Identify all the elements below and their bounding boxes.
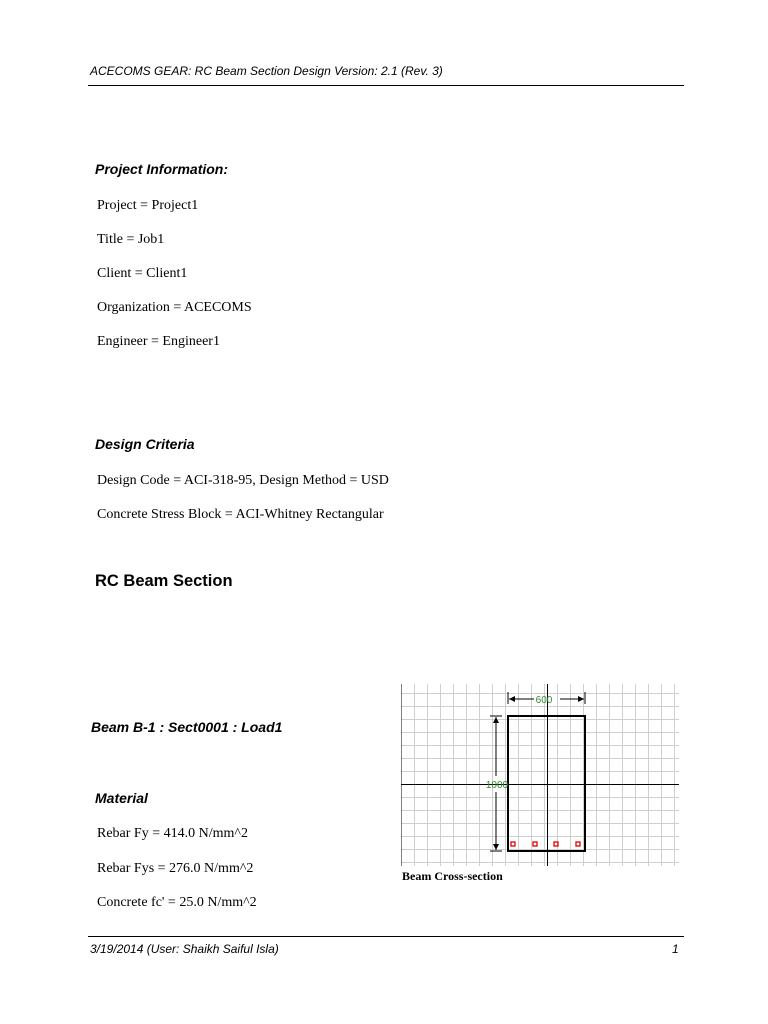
- rc-beam-section-heading: RC Beam Section: [95, 572, 233, 590]
- rebar-bar: [554, 842, 558, 846]
- beam-cross-section-svg: [401, 684, 679, 866]
- header-divider: [88, 85, 684, 86]
- rebar-bar: [533, 842, 537, 846]
- width-dimension-label: 600: [535, 695, 553, 706]
- beam-heading: Beam B-1 : Sect0001 : Load1: [91, 719, 283, 735]
- project-line: Project = Project1: [97, 198, 199, 213]
- design-criteria-heading: Design Criteria: [95, 436, 195, 452]
- material-heading: Material: [95, 790, 148, 806]
- rebar-bar: [576, 842, 580, 846]
- design-code-line: Design Code = ACI-318-95, Design Method = USD: [97, 473, 389, 488]
- diagram-caption: Beam Cross-section: [402, 869, 503, 883]
- page-header: ACECOMS GEAR: RC Beam Section Design Version: 2.1 (Rev. 3): [90, 64, 443, 78]
- beam-outline: [508, 716, 585, 851]
- rebar-fys-line: Rebar Fys = 276.0 N/mm^2: [97, 861, 254, 876]
- page-number: 1: [672, 942, 679, 956]
- depth-dimension-label: 1000: [485, 780, 509, 791]
- project-info-heading: Project Information:: [95, 161, 229, 177]
- footer-date-user: 3/19/2014 (User: Shaikh Saiful Isla): [90, 942, 279, 956]
- rebar-group: [511, 842, 580, 846]
- rebar-fy-line: Rebar Fy = 414.0 N/mm^2: [97, 826, 248, 841]
- width-arrow-left: [509, 696, 515, 702]
- engineer-line: Engineer = Engineer1: [97, 334, 220, 349]
- organization-line: Organization = ACECOMS: [97, 300, 252, 315]
- stress-block-line: Concrete Stress Block = ACI-Whitney Rectangular: [97, 507, 384, 522]
- beam-cross-section-diagram: [401, 684, 679, 866]
- footer-divider: [88, 936, 684, 937]
- client-line: Client = Client1: [97, 266, 188, 281]
- rebar-bar: [511, 842, 515, 846]
- concrete-fc-line: Concrete fc' = 25.0 N/mm^2: [97, 895, 257, 910]
- title-line: Title = Job1: [97, 232, 165, 247]
- grid-lines: [401, 684, 679, 866]
